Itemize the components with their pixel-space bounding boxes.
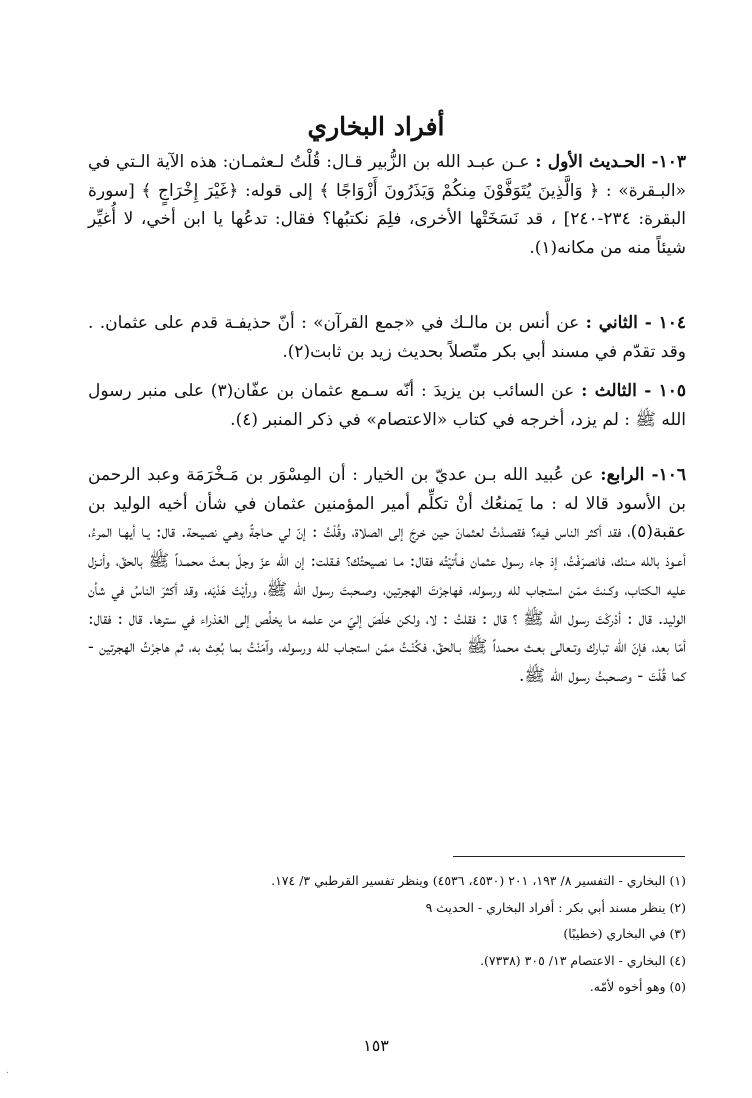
hadith-paragraph xyxy=(88,461,686,691)
footnote: (٣) في البخاري (خطيبًا) xyxy=(563,926,686,941)
hadith-text: عن أنس بن مالـك في «جمع القرآن» : أنّ حذيفـة قدم على عثمان. . وقد تقدّم في مسند أبي بكر متّصلاً بحديث زيد بن ثابت(٢). xyxy=(88,313,686,362)
footnote: (٢) ينظر مسند أبي بكر : أفراد البخاري - الحديث ٩ xyxy=(425,899,686,915)
hadith-paragraph xyxy=(88,309,686,366)
hadith-104 xyxy=(88,309,686,366)
footnote: (١) البخاري - التفسير ٨/ ١٩٣، ٢٠١ (٤٥٣٠، ٤٥٣٦) وينظر تفسير القرطبي ٣/ ١٧٤. xyxy=(271,873,686,888)
hadith-heading: ١٠٣- الحـديث الأول : xyxy=(535,152,686,172)
footnote-separator xyxy=(453,856,685,857)
hadith-103 xyxy=(88,148,686,263)
hadith-text: عن السائب بن يزيدَ : أنّه سـمع عثمان بن عفّان(٣) على منبر رسول الله ﷺ : لم يزد، أخرجه في كتاب «الاعتصام» في ذكر المنبر (٤). xyxy=(88,381,686,430)
hadith-106 xyxy=(88,461,686,691)
hadith-heading: ١٠٦- الرابع: xyxy=(600,465,686,485)
page-title: أفراد البخاري xyxy=(307,112,445,141)
hadith-paragraph xyxy=(88,377,686,434)
footnotes xyxy=(100,868,686,1001)
hadith-heading: ١٠٤ - الثاني : xyxy=(585,313,687,333)
hadith-text: عـن عبـد الله بن الزُّبير قـال: قُلْتُ لـعثمـان: هذه الآية الـتي في «البـقرة» : ﴿ وَالَّذِينَ يُتَوَفَّوْنَ مِنكُمْ وَيَذَرُونَ أَزْوَاجًا ﴾ إلى قوله: ﴿غَيْرَ إِخْرَاجٍ ﴾ [سورة البقرة: ٢٣٤-٢٤٠] ، قد نَسَخَتْها الأخرى، فلِمَ نكتبُها؟ فقال: تدعُها يا ابن أخي، لا أُغيِّر شيئاً منه من مكانه(١). xyxy=(88,152,686,259)
hadith-text: عن عُبيد الله بـن عديّ بن الخيار : أن المِسْوَر بن مَـخْرَمَة وعبد الرحمن بن الأسود قالا له : ما يَمنعُك أنْ تكلِّم أمير المؤمنين عثمان في شأن أخيه الوليد بن عقبة(٥)، فقد أكثر الناس فيه؟ فقصـدْتُ لعثمانَ حين خرجَ إلى الصلاة، وقُلْتُ : إنّ لي حـاجةً وهـي نصيـحة. قال: يـا أيهـا المرءُ، أعـوذ بالله مـنك، فانصرَفْتُ، إذ جاء رسول عثمان فـأتيْتُه فقال: مـا نصيحتُك؟ فـقلت: إن الله عزّ وجلّ بـعثَ محمـداً ﷺ بالحقّ، وأنـزل عليه الـكتاب، وكـنتَ ممّن استـجاب لله ورسوله، فهاجرْتَ الهجرتين، وصـحبتَ رسول الله ﷺ، ورأيْتَ هَدْيَه، وقد أكثرَ الناسُ في شأن الوليد. قال : أدْركْتَ رسول الله ﷺ ؟ قال : فقلتُ : لا، ولكن خلَصَ إليّ من علمه ما يخلُص إلى العَذراء في سترها. قال : فقال: أمّا بعد، فإنّ الله تبارك وتـعالى بعـث محمداً ﷺ بـالحقّ، فكُنْـتُ ممّن استجـاب لله ورسوله، وآمَنْتُ بما بُعِث به، ثم هاجرْتُ الهجرتين - كما قُلْتَ - وصـحبتُ رسول الله ﷺ. xyxy=(88,465,686,686)
hadith-105 xyxy=(88,377,686,434)
footnote: (٤) البخاري - الاعتصام ١٣/ ٣٠٥ (٧٣٣٨). xyxy=(480,952,686,968)
footnote: (٥) وهو أخوه لأمّه. xyxy=(589,979,686,994)
margin-mark: . xyxy=(6,1066,9,1076)
hadith-paragraph xyxy=(88,148,686,263)
page-number: ١٥٣ xyxy=(363,1036,389,1055)
hadith-heading: ١٠٥ - الثالث : xyxy=(581,381,687,401)
